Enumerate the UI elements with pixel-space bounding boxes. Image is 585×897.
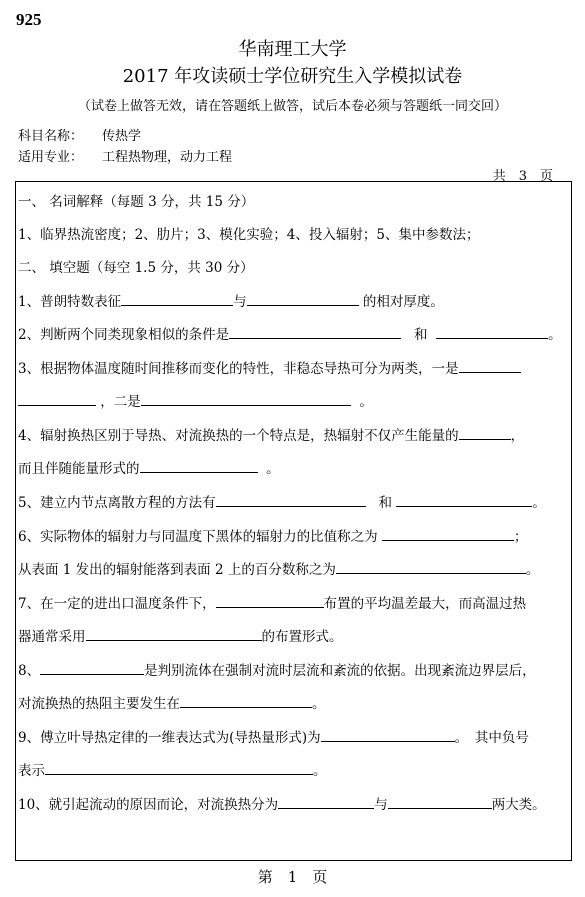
q1-text-b: 与 <box>233 294 247 310</box>
section2-heading: 二、 填空题（每空 1.5 分，共 30 分） <box>18 260 254 276</box>
q10-text-c: 两大类。 <box>491 797 546 813</box>
q6-text-d: 。 <box>525 562 540 578</box>
q1-text-a: 1、普朗特数表征 <box>18 294 122 310</box>
answer-blank <box>216 492 366 507</box>
question-8-line1 <box>18 660 571 680</box>
q2-text-c: 。 <box>548 327 562 343</box>
question-6-line1 <box>18 526 571 546</box>
q7-text-a: 7、在一定的进出口温度条件下， <box>18 596 216 612</box>
question-1 <box>18 291 571 311</box>
q7-text-b: 布置的平均温差最大，而高温过热 <box>323 596 527 612</box>
answer-blank <box>40 660 144 675</box>
q2-text-b: 和 <box>413 327 428 343</box>
exam-title: 2017 年攻读硕士学位研究生入学模拟试卷 <box>122 66 463 87</box>
q3-text-b: ，二是 <box>100 394 141 410</box>
answer-blank <box>278 794 374 809</box>
answer-blank <box>436 324 548 339</box>
q9-text-c: 表示 <box>18 763 45 779</box>
subject-label: 科目名称： <box>18 129 84 144</box>
answer-blank <box>388 794 492 809</box>
answer-blank <box>141 391 351 406</box>
question-8-line2 <box>18 693 571 713</box>
answer-blank <box>121 291 233 306</box>
answer-blank <box>321 727 455 742</box>
answer-blank <box>45 760 313 775</box>
answer-blank <box>459 358 521 373</box>
answer-blank <box>459 425 511 440</box>
question-2 <box>18 324 571 344</box>
q8-text-b: 是判别流体在强制对流时层流和紊流的依据。出现紊流边界层后， <box>144 663 536 679</box>
q8-text-a: 8、 <box>18 663 41 679</box>
exam-code: 925 <box>16 10 42 29</box>
q5-text-b: 和 <box>378 495 392 511</box>
university-name: 华南理工大学 <box>238 39 347 60</box>
question-9-line1 <box>18 727 571 747</box>
question-9-line2 <box>18 760 571 780</box>
q7-text-d: 的布置形式。 <box>261 629 343 645</box>
question-3-line2 <box>18 391 571 411</box>
answer-blank <box>229 324 401 339</box>
q10-text-a: 10、就引起流动的原因而论，对流换热分为 <box>18 797 279 813</box>
q5-text-c: 。 <box>532 495 546 511</box>
major-row <box>18 146 232 165</box>
question-7-line2 <box>18 626 571 646</box>
major-label: 适用专业： <box>18 150 84 165</box>
answer-blank <box>396 492 532 507</box>
page-number: 第 1 页 <box>257 868 328 886</box>
q6-text-a: 6、实际物体的辐射力与同温度下黑体的辐射力的比值称之为 <box>18 529 378 545</box>
q8-text-c: 对流换热的热阻主要发生在 <box>18 696 180 712</box>
question-3-line1 <box>18 358 571 378</box>
q3-text-c: 。 <box>359 394 373 410</box>
exam-notice: （试卷上做答无效，请在答题纸上做答，试后本卷必须与答题纸一同交回） <box>77 99 507 114</box>
subject-value: 传热学 <box>102 129 142 144</box>
q2-text-a: 2、判断两个同类现象相似的条件是 <box>18 327 230 343</box>
q9-text-b: 。 其中负号 <box>454 730 529 746</box>
answer-blank <box>247 291 359 306</box>
q4-text-b: 而且伴随能量形式的 <box>18 461 140 477</box>
q7-text-c: 器通常采用 <box>18 629 86 645</box>
section1-items: 1、临界热流密度；2、肋片；3、模化实验；4、投入辐射；5、集中参数法； <box>18 227 480 243</box>
major-value: 工程热物理，动力工程 <box>102 150 233 165</box>
answer-blank <box>180 693 312 708</box>
question-5 <box>18 492 571 512</box>
answer-blank <box>216 593 324 608</box>
answer-blank <box>336 559 526 574</box>
q3-text-a: 3、根据物体温度随时间推移而变化的特性，非稳态导热可分为两类，一是 <box>18 361 459 377</box>
question-10 <box>18 794 571 814</box>
answer-blank <box>86 626 262 641</box>
q9-text-a: 9、傅立叶导热定律的一维表达式为(导热量形式)为 <box>18 730 321 746</box>
question-6-line2 <box>18 559 571 579</box>
q10-text-b: 与 <box>374 797 388 813</box>
section1-heading: 一、 名词解释（每题 3 分，共 15 分） <box>18 194 255 210</box>
answer-blank <box>382 526 514 541</box>
q9-text-d: 。 <box>313 763 327 779</box>
answer-blank <box>18 391 96 406</box>
q4-text-c: 。 <box>266 461 280 477</box>
answer-blank <box>140 458 258 473</box>
q8-text-d: 。 <box>312 696 326 712</box>
q5-text-a: 5、建立内节点离散方程的方法有 <box>18 495 216 511</box>
question-7-line1 <box>18 593 571 613</box>
question-box <box>15 181 572 861</box>
q6-text-c: 从表面 1 发出的辐射能落到表面 2 上的百分数称之为 <box>18 562 336 578</box>
q6-text-b: ； <box>513 529 528 545</box>
total-pages: 共 3 页 <box>492 169 553 184</box>
subject-row <box>18 125 141 144</box>
question-4-line1: 4、辐射换热区别于导热、对流换热的一个特点是，热辐射不仅产生能量的 ， <box>18 425 571 445</box>
question-4-line2 <box>18 458 571 478</box>
q4-text-a: 4、辐射换热区别于导热、对流换热的一个特点是，热辐射不仅产生能量的 <box>18 428 459 444</box>
q1-text-c: 的相对厚度。 <box>362 294 444 310</box>
